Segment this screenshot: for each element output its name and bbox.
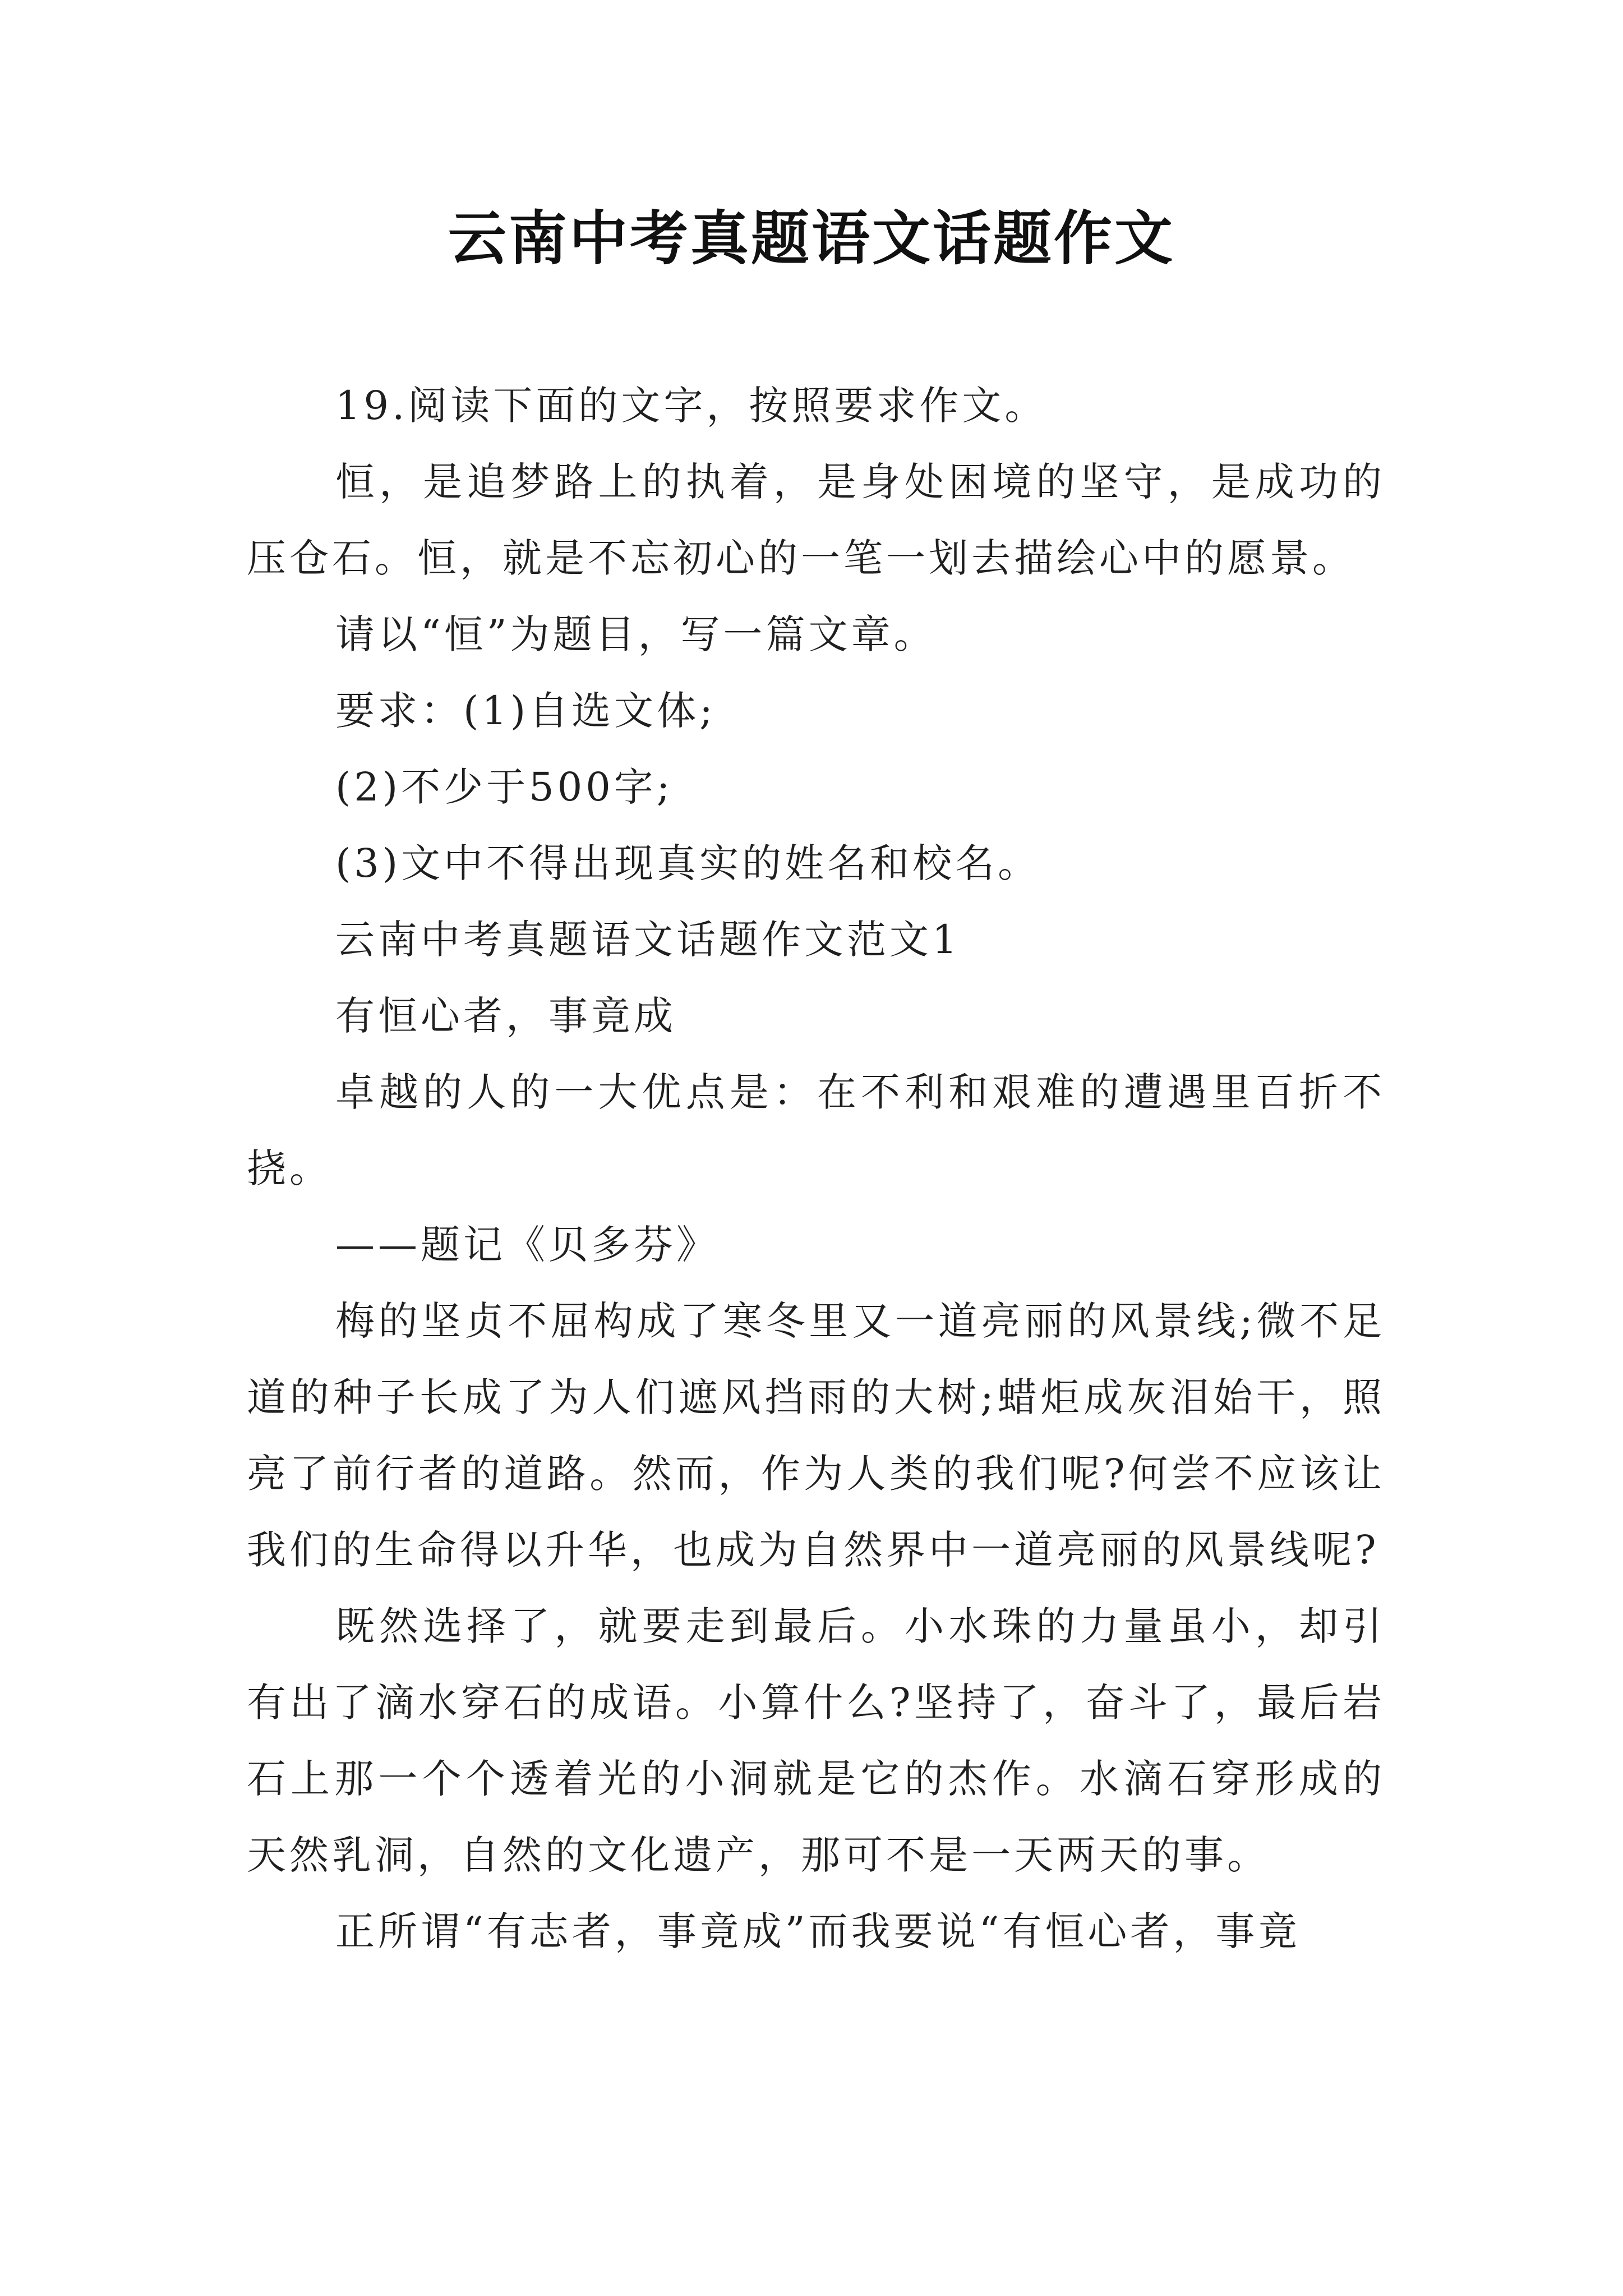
paragraph-requirement-1: 要求：(1)自选文体; (335, 688, 716, 734)
paragraph-essay-title: 有恒心者，事竟成 (335, 993, 676, 1039)
paragraph-requirement-3: (3)文中不得出现真实的姓名和校名。 (335, 840, 1041, 886)
paragraph-prompt-intro: 19.阅读下面的文字，按照要求作文。 (335, 383, 1048, 429)
paragraph-essay-2: 既然选择了，就要走到最后。小水珠的力量虽小，却引有出了滴水穿石的成语。小算什么?坚持了，奋斗了，最后岩石上那一个个透着光的小洞就是它的杰作。水滴石穿形成的天然乳洞，自然的文化遗产，那可不是一天两天的事。 (247, 1603, 1385, 1878)
paragraph-essay-3: 正所谓“有志者，事竟成”而我要说“有恒心者，事竟 (335, 1908, 1301, 1954)
paragraph-essay-1: 梅的坚贞不屈构成了寒冬里又一道亮丽的风景线;微不足道的种子长成了为人们遮风挡雨的大树;蜡炬成灰泪始干，照亮了前行者的道路。然而，作为人类的我们呢?何尝不应该让我们的生命得以升华，也成为自然界中一道亮丽的风景线呢? (247, 1298, 1385, 1573)
paragraph-requirement-2: (2)不少于500字; (335, 764, 674, 810)
paragraph-sample-heading: 云南中考真题语文话题作文范文1 (335, 917, 961, 963)
paragraph-prompt-task: 请以“恒”为题目，写一篇文章。 (335, 611, 937, 657)
paragraph-epigraph-source: ——题记《贝多芬》 (335, 1222, 719, 1268)
document-title: 云南中考真题语文话题作文 (448, 204, 1175, 273)
paragraph-prompt-text: 恒，是追梦路上的执着，是身处困境的坚守，是成功的压仓石。恒，就是不忘初心的一笔一划去描绘心中的愿景。 (247, 459, 1385, 581)
document-body (247, 367, 1385, 1970)
paragraph-epigraph: 卓越的人的一大优点是：在不利和艰难的遭遇里百折不挠。 (247, 1069, 1385, 1191)
